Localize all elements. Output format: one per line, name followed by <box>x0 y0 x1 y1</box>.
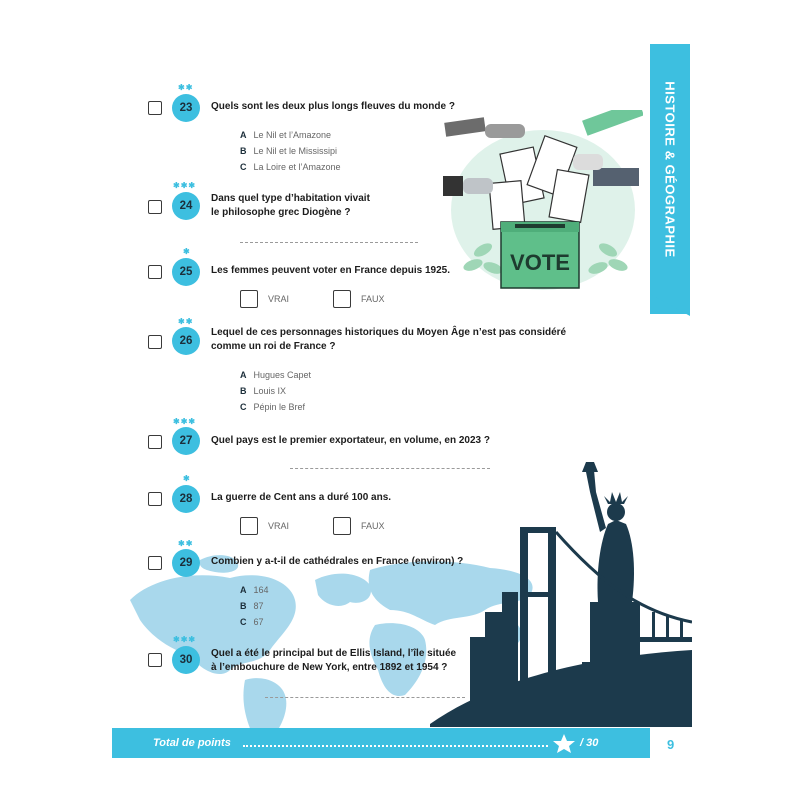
question-25-false-checkbox[interactable] <box>333 290 351 308</box>
question-28-difficulty-stars: ✱ <box>183 474 191 483</box>
question-24-answer-line[interactable] <box>240 242 418 243</box>
question-27-difficulty-stars: ✱✱✱ <box>173 417 197 426</box>
question-30-text-line1: Quel a été le principal but de Ellis Island, l’île située <box>211 648 457 659</box>
question-23-difficulty-stars: ✱✱ <box>178 83 194 92</box>
question-29-text: Combien y a-t-il de cathédrales en France (environ) ? <box>211 556 464 567</box>
question-25-true-checkbox[interactable] <box>240 290 258 308</box>
question-26-option-c[interactable]: C Pépin le Bref <box>240 402 306 412</box>
question-29-difficulty-stars: ✱✱ <box>178 539 194 548</box>
question-28-true-option[interactable]: VRAI <box>240 517 289 535</box>
question-29-option-c[interactable]: C 67 <box>240 617 264 627</box>
question-24-text-line1: Dans quel type d’habitation vivait <box>211 193 370 204</box>
question-23-option-b[interactable]: B Le Nil et le Mississipi <box>240 146 338 156</box>
question-26-option-b[interactable]: B Louis IX <box>240 386 287 396</box>
side-tab-title: HISTOIRE & GÉOGRAPHIE <box>662 80 678 258</box>
question-28-number: 28 <box>172 485 200 513</box>
question-29-option-b[interactable]: B 87 <box>240 601 264 611</box>
question-29-checkbox[interactable] <box>148 556 162 570</box>
question-26-text-line1: Lequel de ces personnages historiques du Moyen Âge n’est pas considéré <box>211 327 567 338</box>
question-30-text-line2: à l’embouchure de New York, entre 1892 et 1954 ? <box>211 662 448 673</box>
question-30-checkbox[interactable] <box>148 653 162 667</box>
question-23-option-c[interactable]: C La Loire et l’Amazone <box>240 162 341 172</box>
question-26-option-a[interactable]: A Hugues Capet <box>240 370 312 380</box>
question-25-false-option[interactable]: FAUX <box>333 290 385 308</box>
footer-dotted-line[interactable] <box>243 745 548 747</box>
question-24-checkbox[interactable] <box>148 200 162 214</box>
footer-total-label: Total de points <box>153 737 231 749</box>
question-25-text: Les femmes peuvent voter en France depuis 1925. <box>211 265 450 276</box>
footer-score: / 30 <box>580 737 599 749</box>
page-number: 9 <box>667 737 675 752</box>
question-29-option-a[interactable]: A 164 <box>240 585 269 595</box>
question-30-difficulty-stars: ✱✱✱ <box>173 635 197 644</box>
vote-illustration <box>443 110 643 290</box>
question-28-false-option[interactable]: FAUX <box>333 517 385 535</box>
question-28-true-checkbox[interactable] <box>240 517 258 535</box>
new-york-skyline-illustration <box>430 462 692 727</box>
question-23-option-a[interactable]: A Le Nil et l’Amazone <box>240 130 332 140</box>
question-27-text: Quel pays est le premier exportateur, en volume, en 2023 ? <box>211 435 491 446</box>
question-28-checkbox[interactable] <box>148 492 162 506</box>
question-24-text-line2: le philosophe grec Diogène ? <box>211 207 351 218</box>
question-27-number: 27 <box>172 427 200 455</box>
question-26-difficulty-stars: ✱✱ <box>178 317 194 326</box>
question-28-text: La guerre de Cent ans a duré 100 ans. <box>211 492 392 503</box>
ballot-box-label: VOTE <box>510 250 570 275</box>
question-26-text-line2: comme un roi de France ? <box>211 341 336 352</box>
question-26-number: 26 <box>172 327 200 355</box>
star-icon <box>552 733 576 753</box>
question-27-checkbox[interactable] <box>148 435 162 449</box>
question-27-answer-line[interactable] <box>290 468 490 469</box>
question-24-number: 24 <box>172 192 200 220</box>
question-25-difficulty-stars: ✱ <box>183 247 191 256</box>
question-30-number: 30 <box>172 646 200 674</box>
question-25-true-option[interactable]: VRAI <box>240 290 289 308</box>
question-25-checkbox[interactable] <box>148 265 162 279</box>
side-tab-tip <box>650 294 690 316</box>
question-25-number: 25 <box>172 258 200 286</box>
question-26-checkbox[interactable] <box>148 335 162 349</box>
question-23-number: 23 <box>172 94 200 122</box>
question-29-number: 29 <box>172 549 200 577</box>
question-23-checkbox[interactable] <box>148 101 162 115</box>
question-28-false-checkbox[interactable] <box>333 517 351 535</box>
question-24-difficulty-stars: ✱✱✱ <box>173 181 197 190</box>
question-23-text: Quels sont les deux plus longs fleuves du monde ? <box>211 101 455 112</box>
question-30-answer-line[interactable] <box>265 697 465 698</box>
